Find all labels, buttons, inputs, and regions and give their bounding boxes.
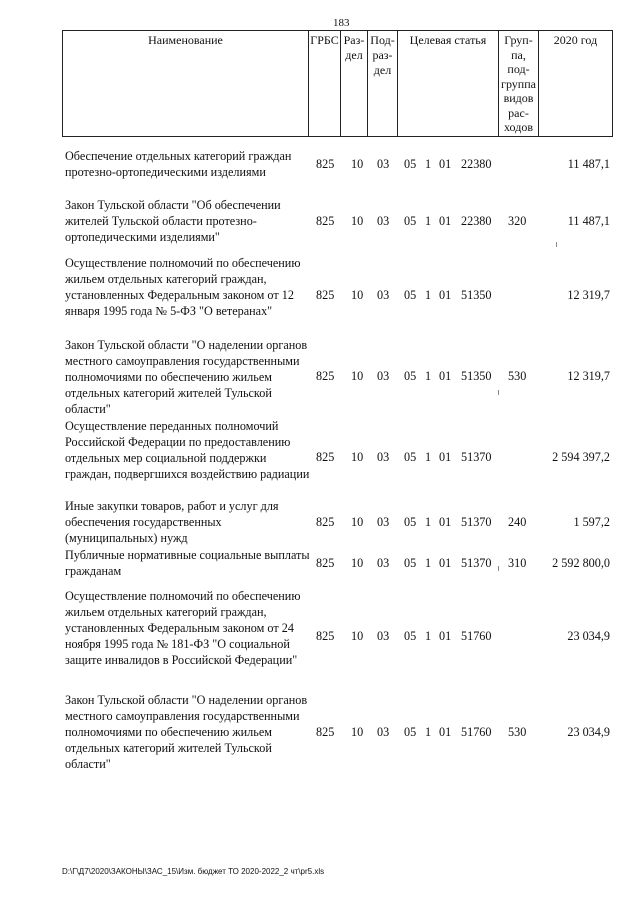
row-target-4: 51370	[461, 556, 492, 570]
row-target-3: 01	[439, 629, 452, 643]
row-expense-group: 240	[508, 515, 527, 529]
row-grbs: 825	[316, 369, 335, 383]
row-target-4: 51370	[461, 515, 492, 529]
row-razdel: 10	[351, 556, 364, 570]
row-target-3: 01	[439, 515, 452, 529]
row-target-2: 1	[425, 515, 432, 529]
row-name: Осуществление переданных полномочий Российской Федерации по предоставлению отдельных мер социальной поддержки граждан, подвергшихся воздействию радиации	[65, 419, 310, 481]
row-podrazdel: 03	[377, 515, 390, 529]
row-razdel: 10	[351, 369, 364, 383]
header-year: 2020 год	[553, 33, 598, 47]
header-razdel: Раз- дел	[341, 31, 368, 136]
row-target-2: 1	[425, 214, 432, 228]
row-target-1: 05	[404, 157, 417, 171]
page-number: 183	[333, 17, 350, 29]
row-name: Обеспечение отдельных категорий граждан протезно-ортопедическими изделиями	[65, 149, 292, 179]
row-target-1: 05	[404, 369, 417, 383]
row-expense-group: 310	[508, 556, 527, 570]
row-razdel: 10	[351, 515, 364, 529]
row-target-2: 1	[425, 369, 432, 383]
row-target-1: 05	[404, 556, 417, 570]
row-target-2: 1	[425, 556, 432, 570]
row-podrazdel: 03	[377, 725, 390, 739]
row-target-2: 1	[425, 288, 432, 302]
row-amount: 23 034,9	[567, 725, 610, 739]
row-amount: 2 594 397,2	[552, 450, 610, 464]
row-name: Публичные нормативные социальные выплаты гражданам	[65, 548, 310, 578]
row-target-4: 51760	[461, 629, 492, 643]
row-target-4: 51350	[461, 288, 492, 302]
row-razdel: 10	[351, 157, 364, 171]
scan-mark	[498, 566, 499, 571]
row-target-1: 05	[404, 214, 417, 228]
header-grbs: ГРБС	[309, 31, 341, 136]
row-target-1: 05	[404, 725, 417, 739]
row-podrazdel: 03	[377, 450, 390, 464]
row-razdel: 10	[351, 725, 364, 739]
row-target-2: 1	[425, 725, 432, 739]
row-amount: 12 319,7	[567, 288, 610, 302]
row-target-1: 05	[404, 450, 417, 464]
row-target-2: 1	[425, 629, 432, 643]
row-podrazdel: 03	[377, 369, 390, 383]
row-razdel: 10	[351, 629, 364, 643]
row-podrazdel: 03	[377, 288, 390, 302]
row-amount: 12 319,7	[567, 369, 610, 383]
row-name: Закон Тульской области "О наделении органов местного самоуправления государственными полномочиями по обеспечению жильем отдельных категорий жителей Тульской области"	[65, 338, 308, 416]
row-target-4: 51760	[461, 725, 492, 739]
row-amount: 2 592 800,0	[552, 556, 610, 570]
row-target-4: 51370	[461, 450, 492, 464]
row-target-4: 22380	[461, 214, 492, 228]
row-razdel: 10	[351, 214, 364, 228]
row-grbs: 825	[316, 288, 335, 302]
row-target-1: 05	[404, 515, 417, 529]
row-grbs: 825	[316, 725, 335, 739]
row-grbs: 825	[316, 556, 335, 570]
row-amount: 1 597,2	[573, 515, 610, 529]
row-target-3: 01	[439, 556, 452, 570]
row-name: Осуществление полномочий по обеспечению жильем отдельных категорий граждан, установленных Федеральным законом от 12 января 1995 года № 5-ФЗ "О ветеранах"	[65, 256, 301, 318]
row-podrazdel: 03	[377, 556, 390, 570]
header-target: Целевая статья	[398, 31, 499, 136]
row-target-3: 01	[439, 214, 452, 228]
header-group: Груп- па, под- группа видов рас- ходов	[499, 31, 539, 136]
row-target-4: 22380	[461, 157, 492, 171]
row-name: Осуществление полномочий по обеспечению жильем отдельных категорий граждан, установленных Федеральным законом от 24 ноября 1995 года № 181-ФЗ "О социальной защите инвалидов в Российской Федерации"	[65, 589, 301, 667]
row-target-3: 01	[439, 369, 452, 383]
file-path-footer: D:\Г\Д7\2020\ЗАКОНЫ\ЗАС_15\Изм. бюджет ТО 2020-2022_2 чт\pr5.xls	[62, 867, 325, 876]
row-expense-group: 320	[508, 214, 527, 228]
row-grbs: 825	[316, 629, 335, 643]
row-amount: 11 487,1	[567, 214, 610, 228]
row-razdel: 10	[351, 450, 364, 464]
row-grbs: 825	[316, 515, 335, 529]
row-name: Закон Тульской области "Об обеспечении жителей Тульской области протезно-ортопедическими изделиями"	[65, 198, 281, 244]
scan-mark	[556, 242, 557, 247]
row-target-1: 05	[404, 288, 417, 302]
row-podrazdel: 03	[377, 157, 390, 171]
row-target-3: 01	[439, 725, 452, 739]
row-expense-group: 530	[508, 725, 527, 739]
row-target-3: 01	[439, 288, 452, 302]
row-target-2: 1	[425, 157, 432, 171]
row-podrazdel: 03	[377, 214, 390, 228]
row-name: Закон Тульской области "О наделении органов местного самоуправления государственными полномочиями по обеспечению жильем отдельных категорий жителей Тульской области"	[65, 693, 308, 771]
header-name: Наименование	[63, 31, 309, 136]
row-amount: 11 487,1	[567, 157, 610, 171]
row-name: Иные закупки товаров, работ и услуг для обеспечения государственных (муниципальных) нужд	[65, 499, 279, 545]
scan-mark	[498, 390, 499, 395]
row-expense-group: 530	[508, 369, 527, 383]
row-target-4: 51350	[461, 369, 492, 383]
row-grbs: 825	[316, 450, 335, 464]
row-podrazdel: 03	[377, 629, 390, 643]
row-amount: 23 034,9	[567, 629, 610, 643]
table-header	[62, 30, 613, 137]
header-podrazdel: Под- раз- дел	[368, 31, 398, 136]
row-target-1: 05	[404, 629, 417, 643]
row-target-3: 01	[439, 450, 452, 464]
row-target-3: 01	[439, 157, 452, 171]
row-target-2: 1	[425, 450, 432, 464]
row-grbs: 825	[316, 214, 335, 228]
row-razdel: 10	[351, 288, 364, 302]
row-grbs: 825	[316, 157, 335, 171]
